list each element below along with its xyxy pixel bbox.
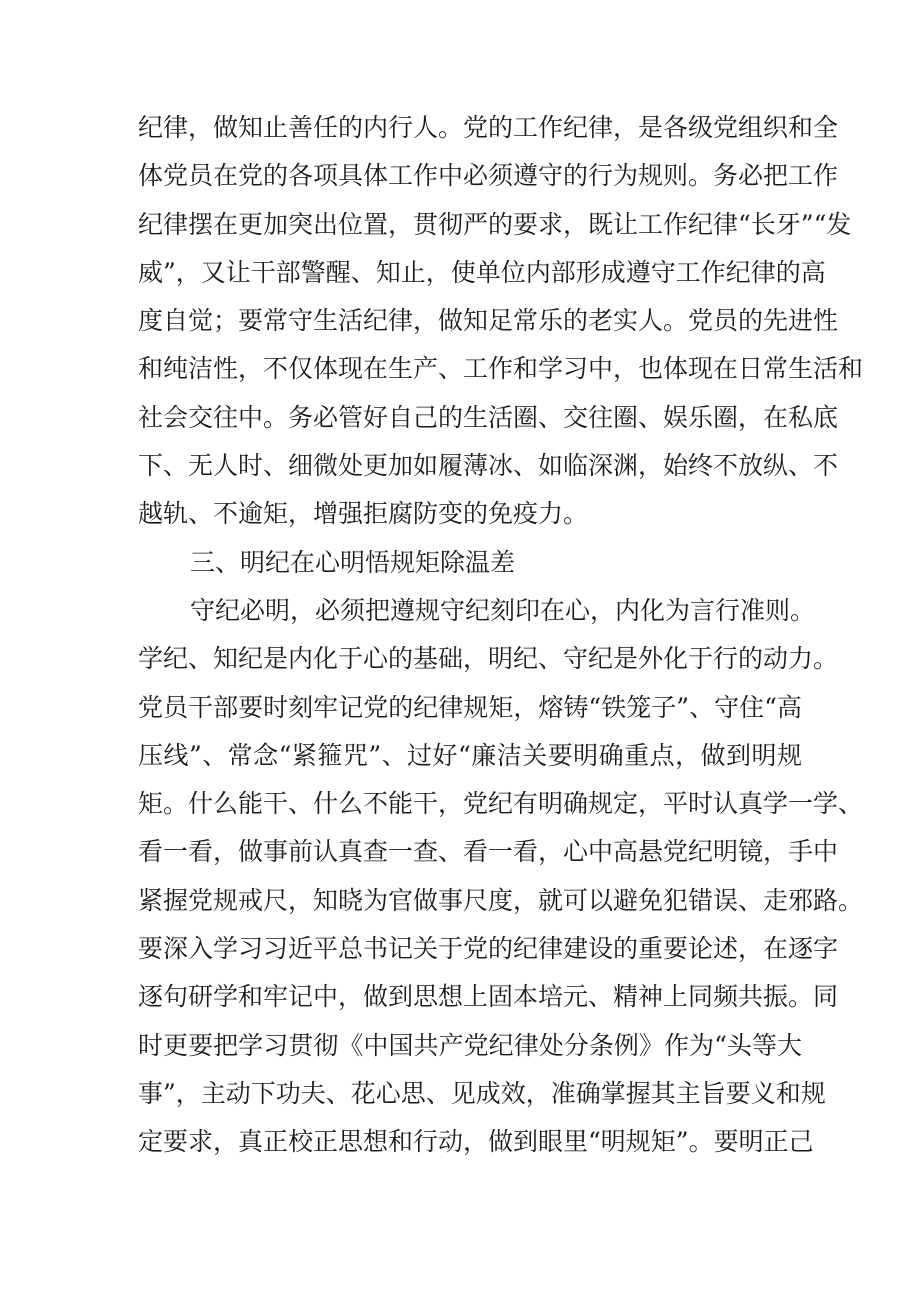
text-line: 时更要把学习贯彻《中国共产党纪律处分条例》作为“头等大 — [138, 1030, 802, 1060]
text-line: 纪律，做知止善任的内行人。党的工作纪律，是各级党组织和全 — [138, 113, 839, 142]
text-line: 矩。什么能干、什么不能干，党纪有明确规定，平时认真学一学、 — [138, 789, 864, 819]
paragraph-first-line: 守纪必明，必须把遵规守纪刻印在心，内化为言行准则。 — [190, 595, 816, 625]
text-line: 社会交往中。务必管好自己的生活圈、交往圈、娱乐圈，在私底 — [138, 402, 839, 432]
section-heading: 三、明纪在心明悟规矩除温差 — [190, 547, 516, 577]
text-line: 逐句研学和牢记中，做到思想上固本培元、精神上同频共振。同 — [138, 982, 839, 1012]
text-line: 体党员在党的各项具体工作中必须遵守的行为规则。务必把工作 — [138, 161, 839, 191]
text-line: 压线”、常念“紧箍咒”、过好“廉洁关要明确重点，做到明规 — [138, 740, 802, 770]
text-line: 威”，又让干部警醒、知止，使单位内部形成遵守工作纪律的高 — [138, 257, 826, 287]
text-line: 事”，主动下功夫、花心思、见成效，准确掌握其主旨要义和规 — [138, 1078, 826, 1108]
text-line: 定要求，真正校正思想和行动，做到眼里“明规矩”。要明正己 — [138, 1127, 814, 1157]
text-line: 看一看，做事前认真查一查、看一看，心中高悬党纪明镜，手中 — [138, 837, 839, 867]
text-line: 越轨、不逾矩，增强拒腐防变的免疫力。 — [138, 499, 589, 529]
document-body — [138, 104, 864, 1167]
text-line: 紧握党规戒尺，知晓为官做事尺度，就可以避免犯错误、走邪路。 — [138, 885, 864, 915]
text-line: 要深入学习习近平总书记关于党的纪律建设的重要论述，在逐字 — [138, 934, 839, 964]
text-line: 纪律摆在更加突出位置，贯彻严的要求，既让工作纪律“长牙”“发 — [138, 209, 852, 239]
text-line: 党员干部要时刻牢记党的纪律规矩，熔铸“铁笼子”、守住“高 — [138, 692, 802, 722]
text-line: 和纯洁性，不仅体现在生产、工作和学习中，也体现在日常生活和 — [138, 354, 864, 384]
text-line: 下、无人时、细微处更加如履薄冰、如临深渊，始终不放纵、不 — [138, 451, 839, 481]
text-line: 学纪、知纪是内化于心的基础，明纪、守纪是外化于行的动力。 — [138, 644, 839, 674]
text-line: 度自觉；要常守生活纪律，做知足常乐的老实人。党员的先进性 — [138, 306, 839, 336]
